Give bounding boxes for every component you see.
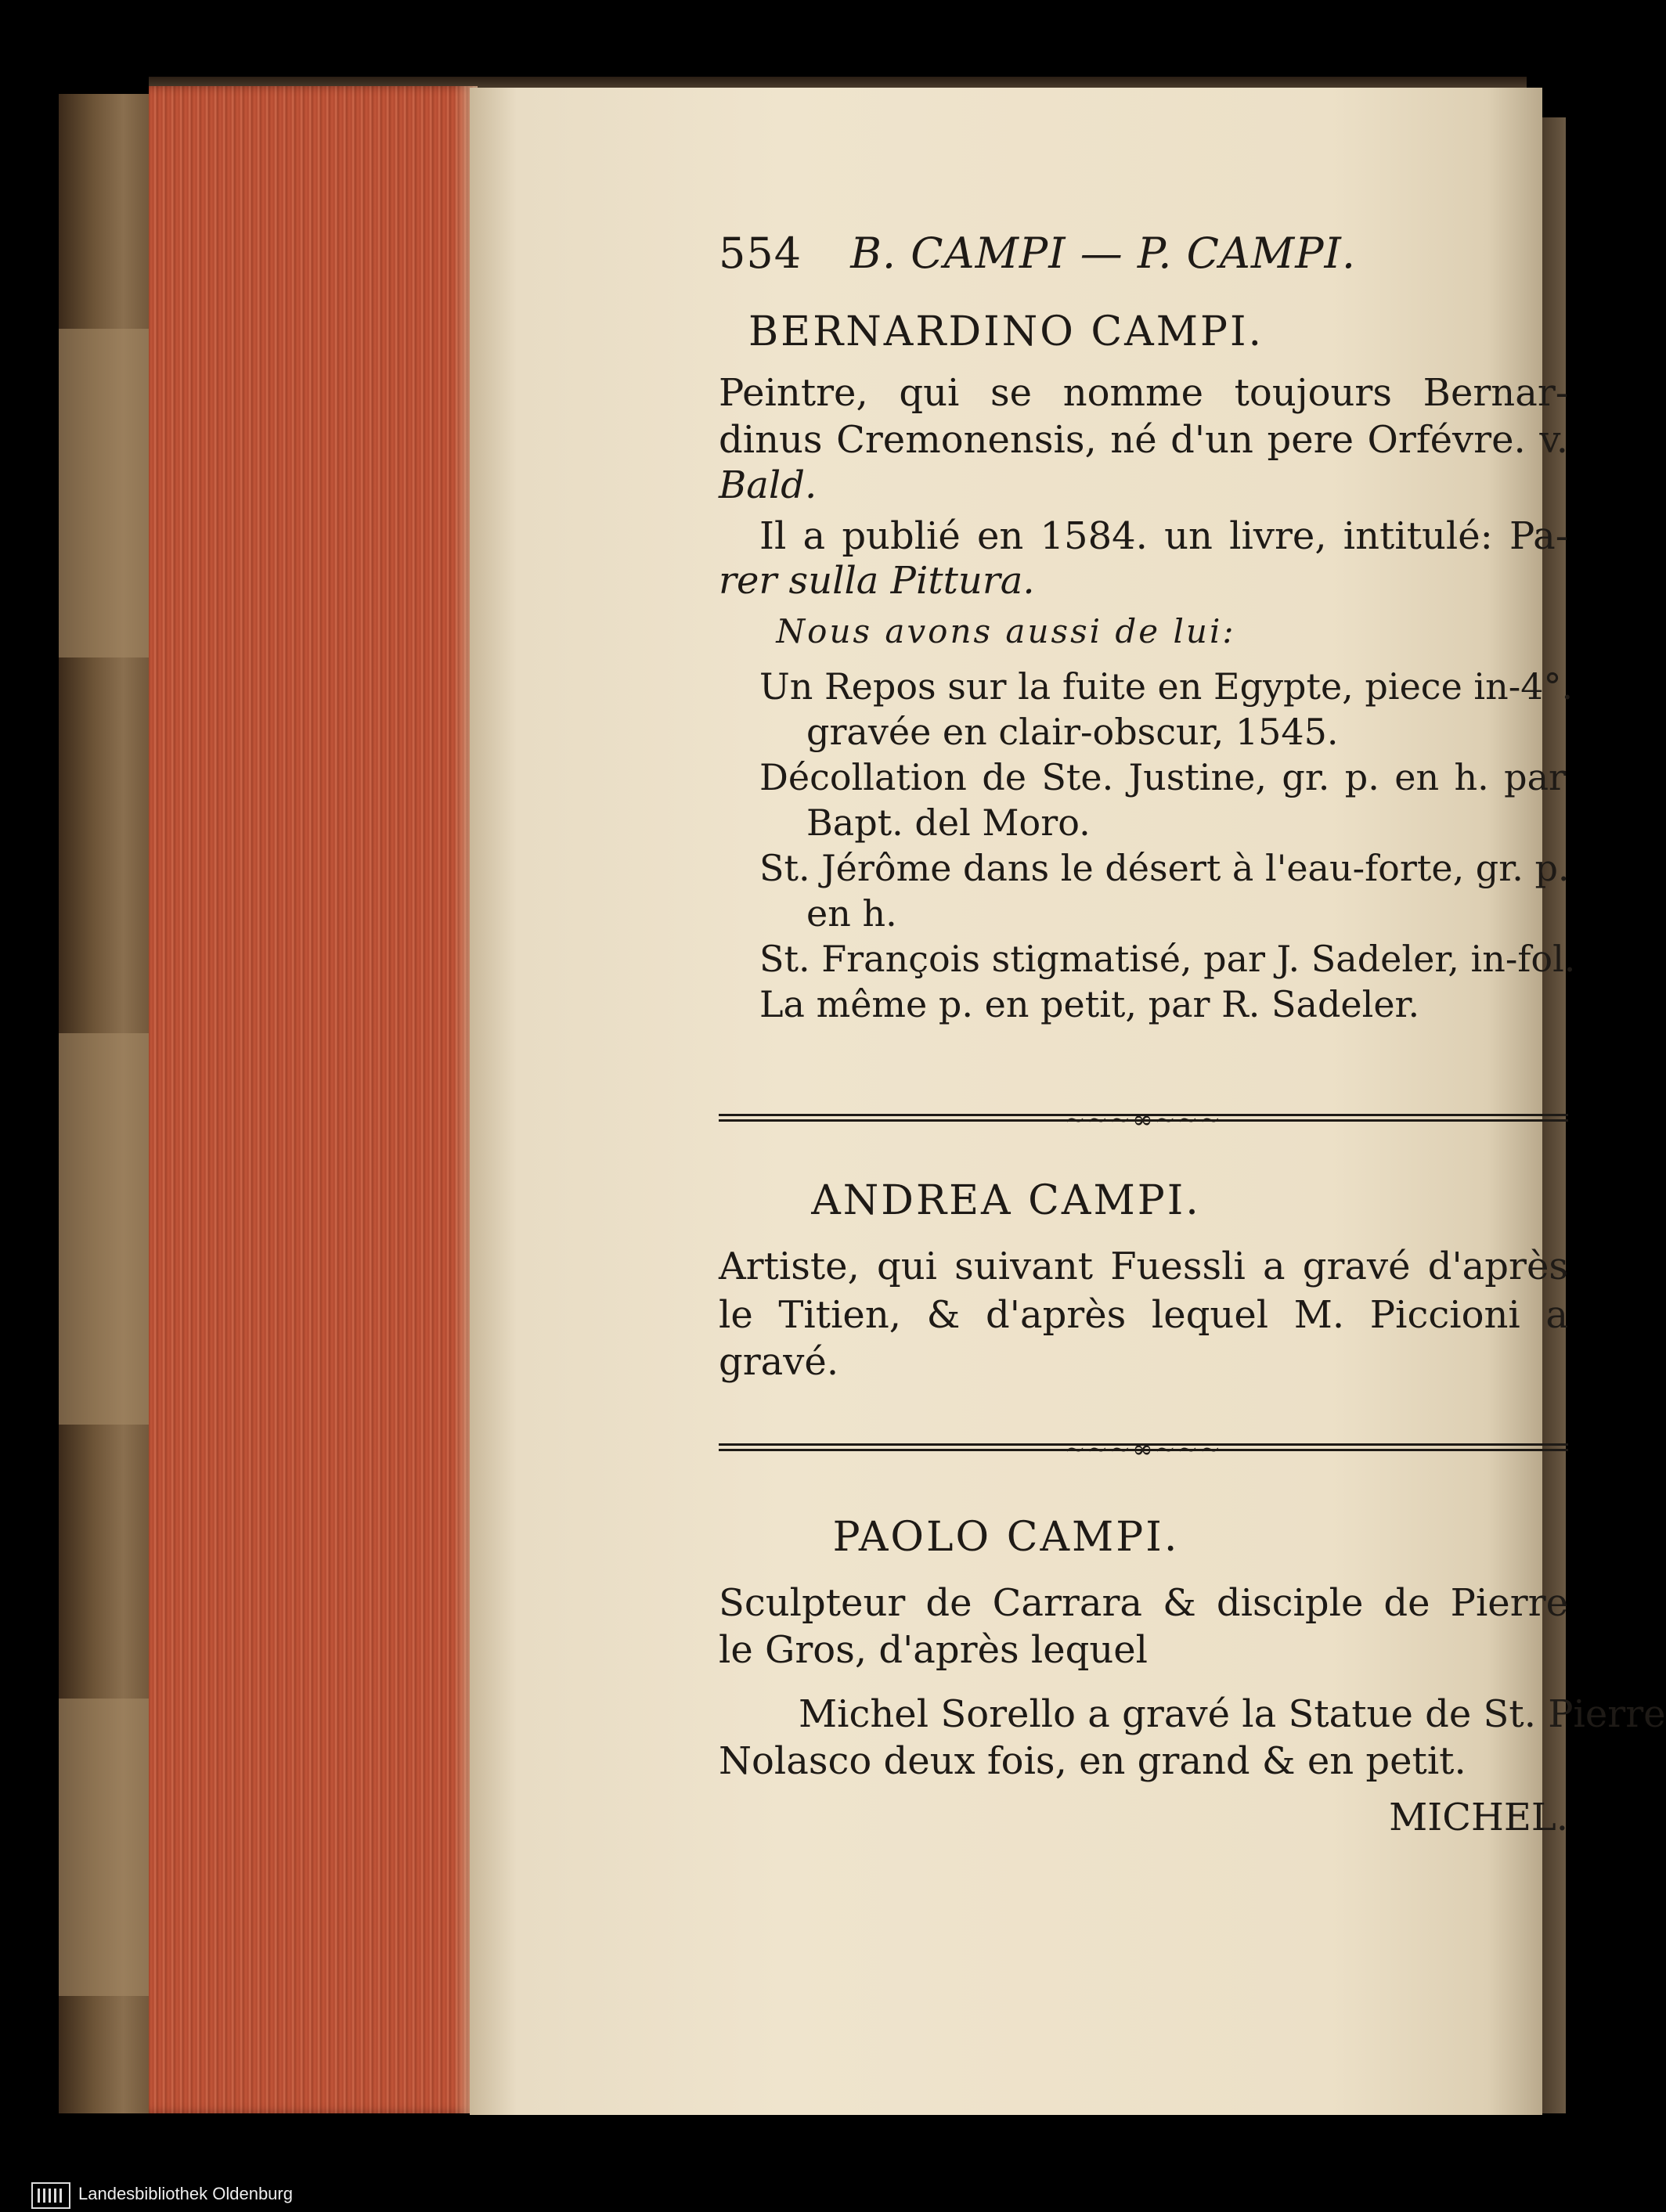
paragraph-line: le Titien, & d'après lequel M. Piccioni a <box>719 1293 1568 1337</box>
catalog-entry: St. Jérôme dans le désert à l'eau-forte, gr. p. <box>759 847 1570 889</box>
entry-title-andrea: ANDREA CAMPI. <box>811 1177 1201 1224</box>
paragraph-line: Michel Sorello a gravé la Statue de St. Pierre <box>799 1692 1666 1736</box>
catalog-entry: St. François stigmatisé, par J. Sadeler, in-fol. <box>759 938 1576 980</box>
paragraph-line: Peintre, qui se nomme toujours Bernar- <box>719 371 1568 415</box>
catalog-entry: Un Repos sur la fuite en Egypte, piece in-4°. <box>759 665 1574 708</box>
page-number: 554 <box>719 229 802 278</box>
book-page <box>470 88 1666 2115</box>
catalog-entry-cont: Bapt. del Moro. <box>806 802 1091 844</box>
paragraph-line: Il a publié en 1584. un livre, intitulé: Pa- <box>759 514 1568 558</box>
running-title: B. CAMPI — P. CAMPI. <box>850 229 1357 278</box>
ornamental-divider <box>719 1434 1568 1464</box>
catalog-entry-cont: en h. <box>806 892 897 935</box>
paragraph-line: Artiste, qui suivant Fuessli a gravé d'après <box>719 1245 1568 1288</box>
page-edges <box>149 86 478 2113</box>
catalog-entry-cont: gravée en clair-obscur, 1545. <box>806 711 1339 753</box>
catalog-entry: La même p. en petit, par R. Sadeler. <box>759 983 1420 1025</box>
paragraph-line: gravé. <box>719 1340 839 1384</box>
running-header <box>719 229 1356 278</box>
entry-title-bernardino: BERNARDINO CAMPI. <box>748 308 1264 355</box>
paragraph-line: Nolasco deux fois, en grand & en petit. <box>719 1739 1466 1783</box>
library-name: Landesbibliothek Oldenburg <box>78 2184 293 2203</box>
paragraph-line: Bald. <box>719 463 817 507</box>
paragraph-line: le Gros, d'après lequel <box>719 1628 1149 1672</box>
catchword: MICHEL. <box>1389 1796 1568 1839</box>
paragraph-line: Sculpteur de Carrara & disciple de Pierre <box>719 1581 1568 1625</box>
divider-flourish: ~~~∞~~~ <box>1064 1434 1223 1464</box>
divider-flourish: ~~~∞~~~ <box>1064 1104 1223 1134</box>
paragraph-line: dinus Cremonensis, né d'un pere Orfévre. v. <box>719 418 1568 462</box>
entry-title-paolo: PAOLO CAMPI. <box>832 1514 1180 1561</box>
subheading: Nous avons aussi de lui: <box>776 612 1236 650</box>
ornamental-divider <box>719 1104 1568 1134</box>
paragraph-line: rer sulla Pittura. <box>719 559 1035 603</box>
catalog-entry: Décollation de Ste. Justine, gr. p. en h. par <box>759 756 1566 798</box>
footer-bar <box>0 2176 1566 2212</box>
library-building-icon <box>31 2182 70 2209</box>
